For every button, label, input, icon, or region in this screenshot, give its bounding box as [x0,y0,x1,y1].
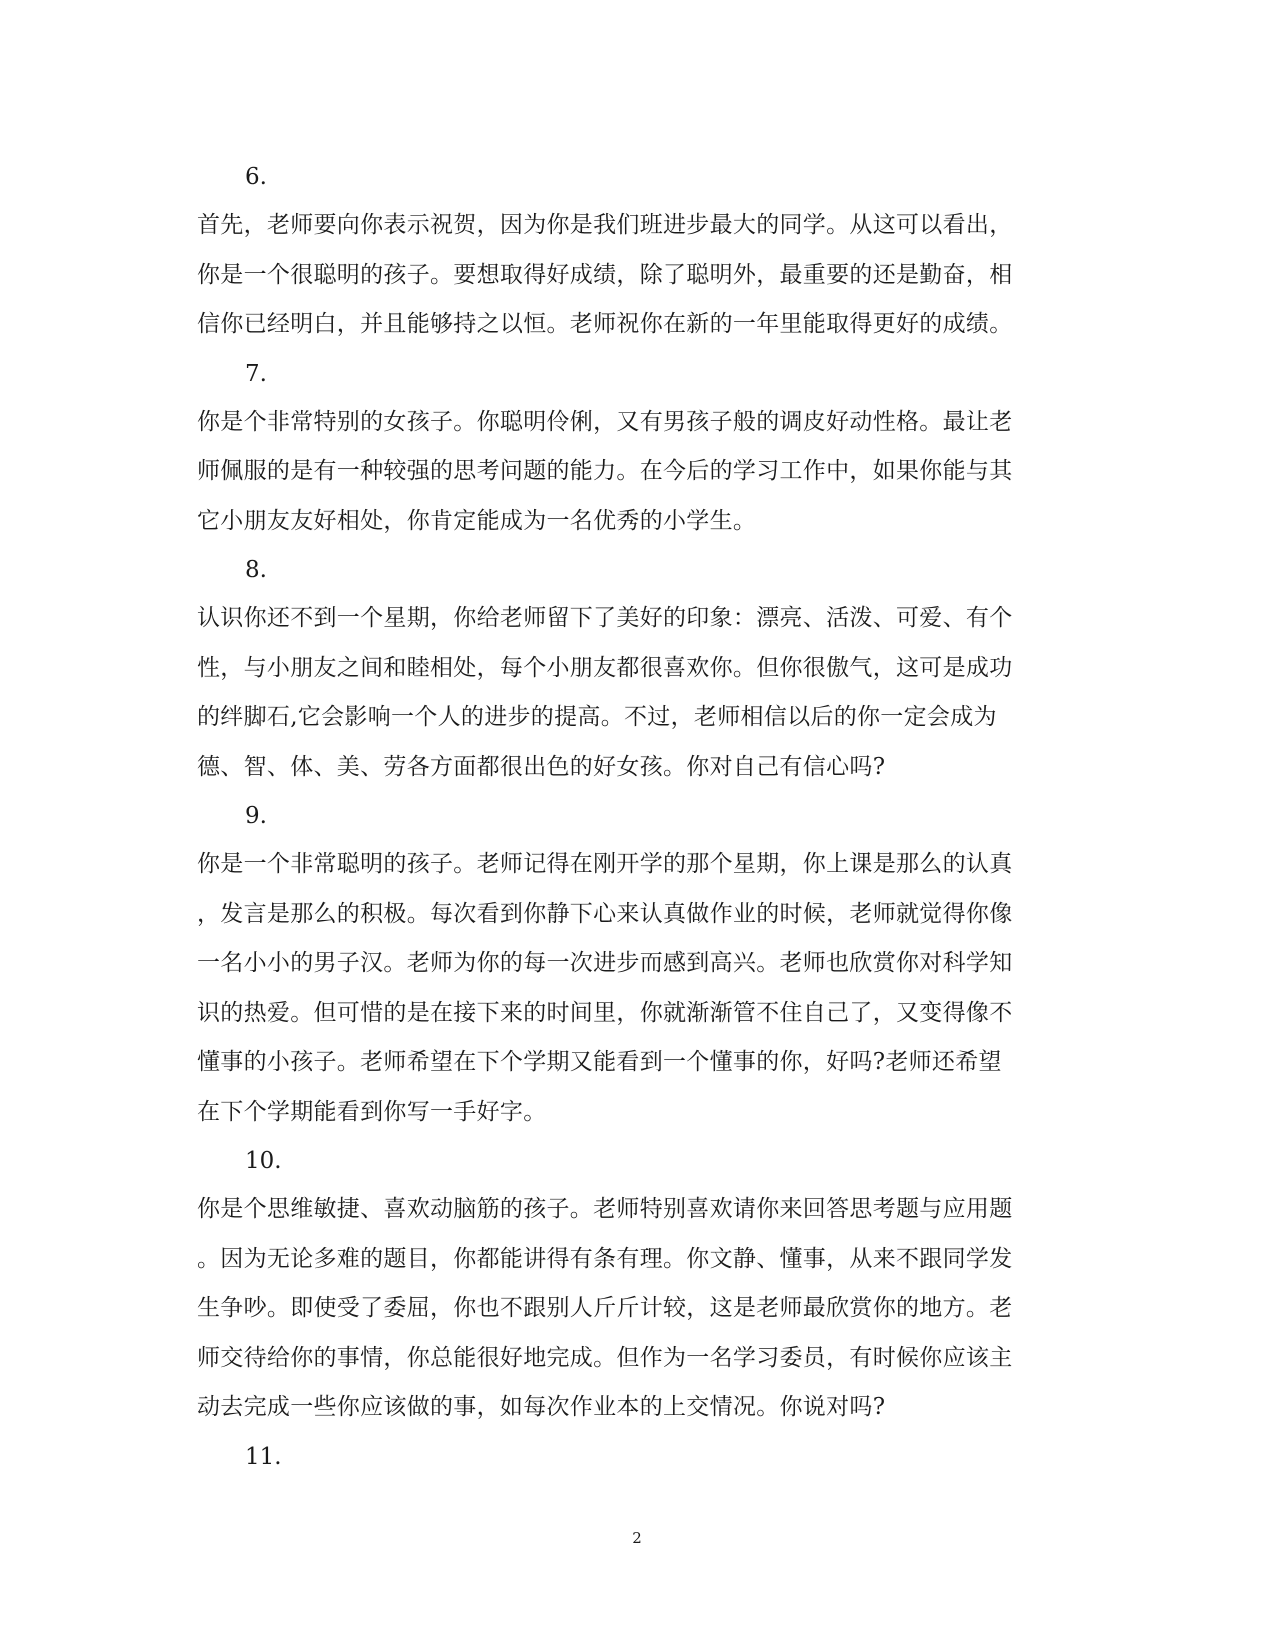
paragraph-line: 你是一个非常聪明的孩子。老师记得在刚开学的那个星期，你上课是那么的认真 [197,851,1013,877]
item-number: 10. [245,1148,282,1174]
paragraph-line: 一名小小的男子汉。老师为你的每一次进步而感到高兴。老师也欣赏你对科学知 [197,950,1013,976]
paragraph-line: 信你已经明白，并且能够持之以恒。老师祝你在新的一年里能取得更好的成绩。 [197,311,1013,337]
paragraph-line: 认识你还不到一个星期，你给老师留下了美好的印象：漂亮、活泼、可爱、有个 [197,605,1013,631]
paragraph-line: 性，与小朋友之间和睦相处，每个小朋友都很喜欢你。但你很傲气，这可是成功 [197,654,1013,681]
paragraph-line: 你是个非常特别的女孩子。你聪明伶俐，又有男孩子般的调皮好动性格。最让老 [197,408,1013,435]
item-number: 6. [245,164,267,190]
paragraph-line: 的绊脚石,它会影响一个人的进步的提高。不过，老师相信以后的你一定会成为 [197,704,997,730]
paragraph-line: 它小朋友友好相处，你肯定能成为一名优秀的小学生。 [197,507,757,534]
paragraph-line: 动去完成一些你应该做的事，如每次作业本的上交情况。你说对吗? [197,1394,886,1420]
paragraph-line: 你是个思维敏捷、喜欢动脑筋的孩子。老师特别喜欢请你来回答思考题与应用题 [197,1196,1013,1222]
item-number: 11. [245,1443,282,1470]
paragraph-line: 懂事的小孩子。老师希望在下个学期又能看到一个懂事的你，好吗?老师还希望 [197,1049,1002,1075]
item-number: 7. [245,360,267,387]
paragraph-line: 首先，老师要向你表示祝贺，因为你是我们班进步最大的同学。从这可以看出， [197,212,1013,238]
paragraph-line: 你是一个很聪明的孩子。要想取得好成绩，除了聪明外，最重要的还是勤奋，相 [197,261,1013,288]
paragraph-line: 师交待给你的事情，你总能很好地完成。但作为一名学习委员，有时候你应该主 [197,1344,1013,1371]
paragraph-line: ，发言是那么的积极。每次看到你静下心来认真做作业的时候，老师就觉得你像 [197,900,1013,927]
paragraph-line: 在下个学期能看到你写一手好字。 [197,1098,547,1125]
item-number: 8. [245,557,267,583]
document-body [197,153,1077,1481]
paragraph-line: 生争吵。即使受了委屈，你也不跟别人斤斤计较，这是老师最欣赏你的地方。老 [197,1295,1013,1321]
paragraph-line: 师佩服的是有一种较强的思考问题的能力。在今后的学习工作中，如果你能与其 [197,458,1013,484]
paragraph-line: 识的热爱。但可惜的是在接下来的时间里，你就渐渐管不住自己了，又变得像不 [197,999,1013,1026]
paragraph-line: 。因为无论多难的题目，你都能讲得有条有理。你文静、懂事，从来不跟同学发 [197,1245,1013,1272]
page-number: 2 [632,1529,642,1547]
item-number: 9. [245,803,267,829]
paragraph-line: 德、智、体、美、劳各方面都很出色的好女孩。你对自己有信心吗? [197,753,886,780]
